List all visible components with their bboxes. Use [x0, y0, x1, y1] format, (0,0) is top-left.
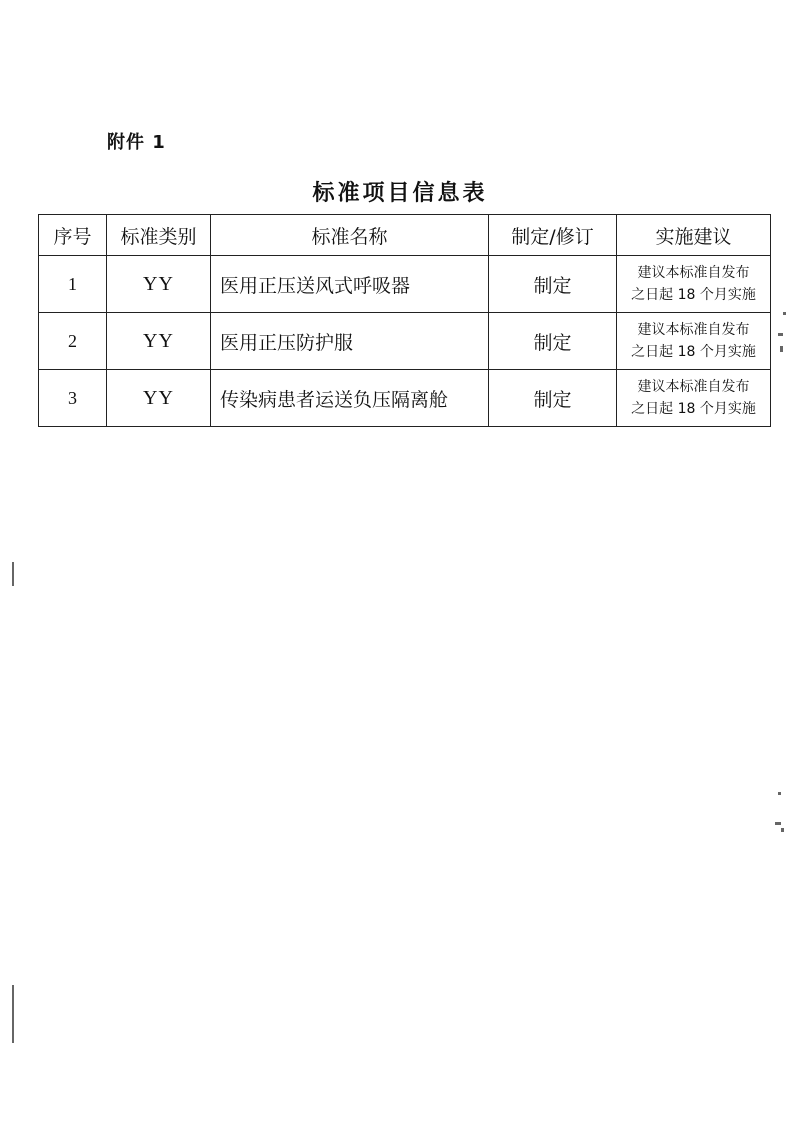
scan-mark-left-lower — [12, 985, 14, 1043]
header-standard-name: 标准名称 — [211, 215, 489, 256]
row-serial-number: 1 — [39, 256, 107, 313]
row-standard-name: 医用正压送风式呼吸器 — [211, 256, 489, 313]
row-implementation-suggestion — [617, 256, 771, 313]
row-standard-category: YY — [107, 313, 211, 370]
attachment-label: 附件 1 — [107, 132, 166, 153]
row-implementation-suggestion — [617, 313, 771, 370]
table-row — [39, 256, 771, 313]
scan-mark-right-6 — [781, 828, 784, 832]
header-establish-revise: 制定/修订 — [489, 215, 617, 256]
row-serial-number: 2 — [39, 313, 107, 370]
standards-info-table — [38, 214, 771, 427]
row-standard-category: YY — [107, 370, 211, 427]
suggestion-line-2: 之日起 18 个月实施 — [631, 344, 756, 360]
suggestion-line-1: 建议本标准自发布 — [637, 265, 750, 281]
header-serial-number: 序号 — [39, 215, 107, 256]
scan-mark-right-2 — [778, 333, 783, 336]
row-standard-name: 传染病患者运送负压隔离舱 — [211, 370, 489, 427]
row-standard-name: 医用正压防护服 — [211, 313, 489, 370]
scan-mark-right-5 — [775, 822, 781, 825]
row-establish-revise: 制定 — [489, 370, 617, 427]
scan-mark-right-4 — [778, 792, 781, 795]
table-row — [39, 313, 771, 370]
page-title: 标准项目信息表 — [312, 180, 488, 206]
row-establish-revise: 制定 — [489, 313, 617, 370]
header-standard-category: 标准类别 — [107, 215, 211, 256]
suggestion-line-1: 建议本标准自发布 — [637, 322, 750, 338]
suggestion-line-1: 建议本标准自发布 — [637, 379, 750, 395]
suggestion-line-2: 之日起 18 个月实施 — [631, 401, 756, 417]
suggestion-line-2: 之日起 18 个月实施 — [631, 287, 756, 303]
row-standard-category: YY — [107, 256, 211, 313]
scan-mark-right-1 — [783, 312, 786, 315]
row-establish-revise: 制定 — [489, 256, 617, 313]
row-implementation-suggestion — [617, 370, 771, 427]
table-header-row — [39, 215, 771, 256]
scan-mark-right-3 — [780, 346, 783, 352]
table-row — [39, 370, 771, 427]
scan-mark-left-upper — [12, 562, 14, 586]
header-implementation-suggestion: 实施建议 — [617, 215, 771, 256]
row-serial-number: 3 — [39, 370, 107, 427]
